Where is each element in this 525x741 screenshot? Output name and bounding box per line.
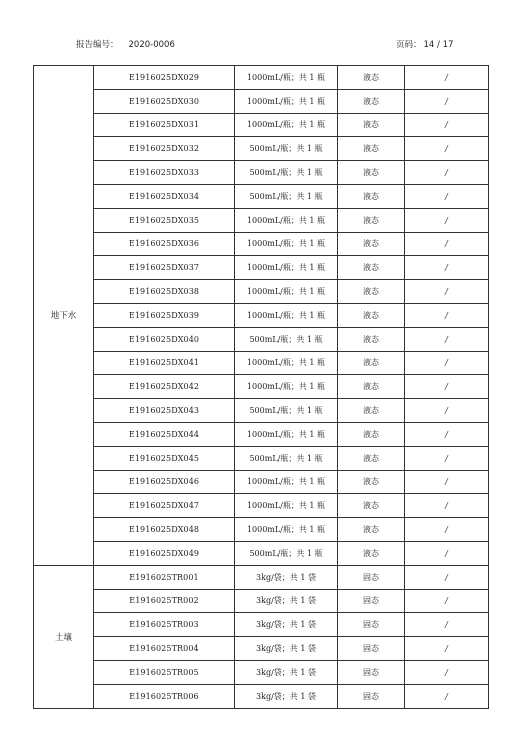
- sample-remark-cell: /: [405, 184, 489, 208]
- table-row: [34, 470, 489, 494]
- table-row: [34, 256, 489, 280]
- table-row: [34, 422, 489, 446]
- table-row: [34, 613, 489, 637]
- sample-spec-cell: 1000mL/瓶；共 1 瓶: [235, 494, 338, 518]
- sample-spec-cell: 1000mL/瓶；共 1 瓶: [235, 66, 338, 90]
- sample-code-cell: E1916025TR004: [94, 637, 235, 661]
- page-number-label: 页码：: [396, 40, 422, 50]
- table-row: [34, 303, 489, 327]
- sample-spec-cell: 500mL/瓶；共 1 瓶: [235, 541, 338, 565]
- table-row: [34, 232, 489, 256]
- table-row: [34, 589, 489, 613]
- sample-code-cell: E1916025DX032: [94, 137, 235, 161]
- sample-remark-cell: /: [405, 303, 489, 327]
- sample-remark-cell: /: [405, 446, 489, 470]
- sample-spec-cell: 1000mL/瓶；共 1 瓶: [235, 422, 338, 446]
- page-number: [396, 38, 453, 50]
- sample-spec-cell: 1000mL/瓶；共 1 瓶: [235, 208, 338, 232]
- page-number-value: 14 / 17: [423, 40, 454, 50]
- sample-state-cell: 液态: [338, 184, 405, 208]
- sample-spec-cell: 500mL/瓶；共 1 瓶: [235, 446, 338, 470]
- sample-spec-cell: 1000mL/瓶；共 1 瓶: [235, 303, 338, 327]
- sample-state-cell: 液态: [338, 66, 405, 90]
- sample-spec-cell: 3kg/袋；共 1 袋: [235, 589, 338, 613]
- sample-code-cell: E1916025TR001: [94, 565, 235, 589]
- sample-remark-cell: /: [405, 137, 489, 161]
- sample-remark-cell: /: [405, 660, 489, 684]
- table-row: [34, 637, 489, 661]
- sample-spec-cell: 500mL/瓶；共 1 瓶: [235, 327, 338, 351]
- sample-remark-cell: /: [405, 470, 489, 494]
- sample-remark-cell: /: [405, 232, 489, 256]
- sample-state-cell: 液态: [338, 375, 405, 399]
- sample-code-cell: E1916025DX044: [94, 422, 235, 446]
- table-row: [34, 208, 489, 232]
- sample-code-cell: E1916025DX029: [94, 66, 235, 90]
- sample-remark-cell: /: [405, 113, 489, 137]
- sample-code-cell: E1916025DX038: [94, 280, 235, 304]
- table-row: [34, 137, 489, 161]
- sample-code-cell: E1916025DX039: [94, 303, 235, 327]
- sample-state-cell: 液态: [338, 351, 405, 375]
- sample-state-cell: 液态: [338, 89, 405, 113]
- sample-remark-cell: /: [405, 494, 489, 518]
- sample-state-cell: 液态: [338, 232, 405, 256]
- sample-state-cell: 液态: [338, 256, 405, 280]
- sample-state-cell: 固态: [338, 637, 405, 661]
- sample-remark-cell: /: [405, 208, 489, 232]
- sample-remark-cell: /: [405, 161, 489, 185]
- sample-code-cell: E1916025DX046: [94, 470, 235, 494]
- sample-state-cell: 液态: [338, 446, 405, 470]
- sample-remark-cell: /: [405, 375, 489, 399]
- sample-spec-cell: 500mL/瓶；共 1 瓶: [235, 399, 338, 423]
- sample-medium-cell: 地下水: [34, 66, 94, 566]
- sample-code-cell: E1916025DX042: [94, 375, 235, 399]
- table-row: [34, 351, 489, 375]
- table-row: [34, 660, 489, 684]
- sample-state-cell: 液态: [338, 303, 405, 327]
- sample-code-cell: E1916025DX041: [94, 351, 235, 375]
- sample-code-cell: E1916025DX047: [94, 494, 235, 518]
- sample-spec-cell: 1000mL/瓶；共 1 瓶: [235, 351, 338, 375]
- sample-state-cell: 液态: [338, 518, 405, 542]
- sample-state-cell: 固态: [338, 660, 405, 684]
- sample-code-cell: E1916025DX049: [94, 541, 235, 565]
- sample-code-cell: E1916025TR003: [94, 613, 235, 637]
- sample-state-cell: 液态: [338, 494, 405, 518]
- sample-remark-cell: /: [405, 637, 489, 661]
- sample-remark-cell: /: [405, 613, 489, 637]
- table-row: [34, 184, 489, 208]
- report-number-value: 2020-0006: [128, 40, 175, 50]
- sample-remark-cell: /: [405, 589, 489, 613]
- page-header: [0, 38, 525, 52]
- sample-spec-cell: 500mL/瓶；共 1 瓶: [235, 184, 338, 208]
- table-row: [34, 494, 489, 518]
- sample-state-cell: 固态: [338, 613, 405, 637]
- table-row: [34, 327, 489, 351]
- sample-spec-cell: 500mL/瓶；共 1 瓶: [235, 137, 338, 161]
- table-row: [34, 66, 489, 90]
- sample-remark-cell: /: [405, 684, 489, 708]
- sample-code-cell: E1916025DX033: [94, 161, 235, 185]
- sample-remark-cell: /: [405, 422, 489, 446]
- sample-spec-cell: 1000mL/瓶；共 1 瓶: [235, 113, 338, 137]
- sample-state-cell: 液态: [338, 327, 405, 351]
- sample-spec-cell: 500mL/瓶；共 1 瓶: [235, 161, 338, 185]
- sample-spec-cell: 1000mL/瓶；共 1 瓶: [235, 232, 338, 256]
- table-row: [34, 684, 489, 708]
- sample-remark-cell: /: [405, 66, 489, 90]
- sample-code-cell: E1916025DX034: [94, 184, 235, 208]
- sample-state-cell: 液态: [338, 422, 405, 446]
- sample-spec-cell: 1000mL/瓶；共 1 瓶: [235, 470, 338, 494]
- sample-code-cell: E1916025TR002: [94, 589, 235, 613]
- table-row: [34, 161, 489, 185]
- sample-state-cell: 固态: [338, 684, 405, 708]
- sample-code-cell: E1916025DX030: [94, 89, 235, 113]
- sample-spec-cell: 3kg/袋；共 1 袋: [235, 613, 338, 637]
- sample-code-cell: E1916025DX048: [94, 518, 235, 542]
- sample-state-cell: 液态: [338, 137, 405, 161]
- table-row: [34, 565, 489, 589]
- report-number: [76, 38, 175, 50]
- sample-code-cell: E1916025DX037: [94, 256, 235, 280]
- sample-state-cell: 液态: [338, 113, 405, 137]
- sample-spec-cell: 1000mL/瓶；共 1 瓶: [235, 280, 338, 304]
- sample-state-cell: 固态: [338, 565, 405, 589]
- table-row: [34, 399, 489, 423]
- sample-state-cell: 液态: [338, 280, 405, 304]
- sample-state-cell: 液态: [338, 470, 405, 494]
- table-row: [34, 541, 489, 565]
- sample-remark-cell: /: [405, 89, 489, 113]
- sample-state-cell: 固态: [338, 589, 405, 613]
- sample-spec-cell: 3kg/袋；共 1 袋: [235, 684, 338, 708]
- sample-table-body: [34, 66, 489, 709]
- sample-state-cell: 液态: [338, 541, 405, 565]
- sample-code-cell: E1916025DX045: [94, 446, 235, 470]
- sample-remark-cell: /: [405, 518, 489, 542]
- sample-code-cell: E1916025DX043: [94, 399, 235, 423]
- sample-spec-cell: 1000mL/瓶；共 1 瓶: [235, 89, 338, 113]
- sample-state-cell: 液态: [338, 399, 405, 423]
- sample-code-cell: E1916025DX036: [94, 232, 235, 256]
- table-row: [34, 89, 489, 113]
- sample-code-cell: E1916025DX035: [94, 208, 235, 232]
- sample-remark-cell: /: [405, 565, 489, 589]
- sample-remark-cell: /: [405, 541, 489, 565]
- table-row: [34, 446, 489, 470]
- table-row: [34, 280, 489, 304]
- table-row: [34, 518, 489, 542]
- sample-remark-cell: /: [405, 280, 489, 304]
- sample-state-cell: 液态: [338, 208, 405, 232]
- sample-spec-cell: 1000mL/瓶；共 1 瓶: [235, 375, 338, 399]
- sample-code-cell: E1916025TR006: [94, 684, 235, 708]
- sample-code-cell: E1916025DX031: [94, 113, 235, 137]
- sample-spec-cell: 1000mL/瓶；共 1 瓶: [235, 518, 338, 542]
- table-row: [34, 375, 489, 399]
- sample-spec-cell: 3kg/袋；共 1 袋: [235, 660, 338, 684]
- sample-code-cell: E1916025DX040: [94, 327, 235, 351]
- sample-remark-cell: /: [405, 256, 489, 280]
- sample-table: [33, 65, 489, 709]
- sample-spec-cell: 1000mL/瓶；共 1 瓶: [235, 256, 338, 280]
- sample-spec-cell: 3kg/袋；共 1 袋: [235, 637, 338, 661]
- sample-medium-cell: 土壤: [34, 565, 94, 708]
- sample-remark-cell: /: [405, 399, 489, 423]
- sample-remark-cell: /: [405, 327, 489, 351]
- table-row: [34, 113, 489, 137]
- sample-state-cell: 液态: [338, 161, 405, 185]
- sample-remark-cell: /: [405, 351, 489, 375]
- sample-spec-cell: 3kg/袋；共 1 袋: [235, 565, 338, 589]
- sample-code-cell: E1916025TR005: [94, 660, 235, 684]
- report-number-label: 报告编号：: [76, 40, 119, 50]
